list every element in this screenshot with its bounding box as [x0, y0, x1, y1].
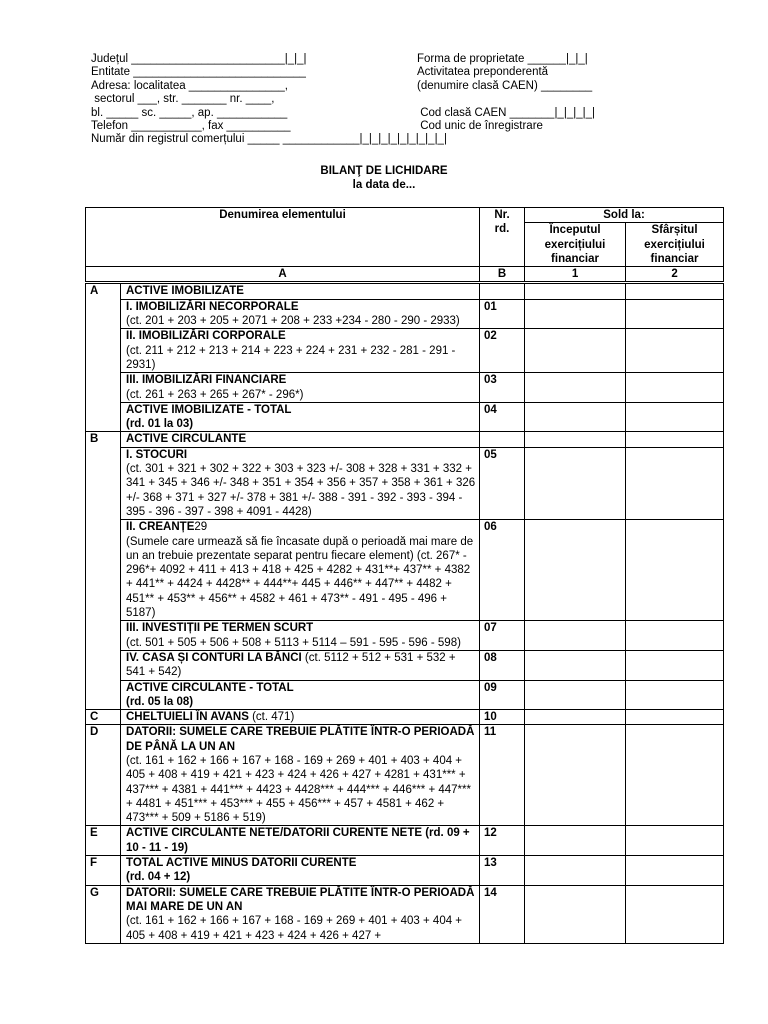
balance-cell-start[interactable] [525, 680, 626, 710]
balance-cell-end[interactable] [626, 373, 724, 403]
balance-cell-end[interactable] [626, 680, 724, 710]
element-description [121, 447, 480, 519]
balance-cell-end[interactable] [626, 447, 724, 519]
section-letter: B [86, 432, 121, 710]
element-title: DATORII: SUMELE CARE TREBUIE PLĂTITE ÎNTR-O PERIOADĂ DE PÂNĂ LA UN AN [126, 726, 475, 753]
table-body [86, 283, 724, 943]
element-description [121, 283, 480, 299]
element-title: ACTIVE IMOBILIZATE [126, 285, 244, 298]
row-number: 13 [480, 856, 525, 886]
table-row [86, 650, 724, 680]
title-line: BILANŢ DE LICHIDARE [320, 165, 448, 177]
header-field-ownership: Forma de proprietate ______|_|_| [417, 53, 588, 65]
element-accounts: (ct. 211 + 212 + 213 + 214 + 223 + 224 + 231 + 232 - 281 - 291 - 2931) [126, 344, 456, 371]
header-field-phone: Telefon ___________, fax __________ [91, 119, 291, 132]
col-header-row-number: Nr. rd. [480, 208, 525, 267]
header-field-caen-name: (denumire clasă CAEN) ________ [417, 79, 593, 92]
element-title: II. IMOBILIZĂRI CORPORALE [126, 330, 286, 343]
header-row [91, 80, 691, 93]
element-title: ACTIVE IMOBILIZATE - TOTAL [126, 403, 292, 416]
balance-cell-end[interactable] [626, 826, 724, 856]
table-row [86, 621, 724, 651]
row-number [480, 432, 525, 447]
balance-cell-start[interactable] [525, 650, 626, 680]
row-number [480, 283, 525, 299]
balance-cell-start[interactable] [525, 710, 626, 725]
element-title: TOTAL ACTIVE MINUS DATORII CURENTE [126, 857, 357, 870]
balance-cell-start[interactable] [525, 447, 626, 519]
element-accounts: (ct. 161 + 162 + 166 + 167 + 168 - 169 + 269 + 401 + 403 + 404 + 405 + 408 + 419 + 421 + 423 + 424 + 426 + 427 + [126, 915, 463, 942]
element-accounts: (rd. 01 la 03) [126, 418, 194, 431]
table-row [86, 447, 724, 519]
element-accounts: (ct. 161 + 162 + 166 + 167 + 168 - 169 + 269 + 401 + 403 + 404 + 405 + 408 + 419 + 421 + 423 + 424 + 426 + 427 + 4281 + 431*** + 437*** + 4381 + 441*** + 4423 + 4428*** + 444*** + 446*** + 447*** + 4481 + 451*** + 453*** + 455 + 456*** + 457 + 4581 + 462 + 473*** + 509 + 5186 + 519) [126, 754, 471, 825]
index-row [86, 267, 724, 283]
element-title: IV. CASA ȘI CONTURI LA BĂNCI [126, 651, 302, 664]
table-row [86, 402, 724, 432]
balance-cell-end[interactable] [626, 520, 724, 621]
table-row [86, 885, 724, 943]
table-row [86, 329, 724, 373]
element-accounts: (ct. 501 + 505 + 506 + 508 + 5113 + 5114 – 591 - 595 - 596 - 598) [126, 636, 461, 649]
section-letter: C [86, 710, 121, 725]
table-row [86, 373, 724, 403]
element-title: ACTIVE CIRCULANTE - TOTAL [126, 681, 294, 694]
element-accounts: (rd. 05 la 08) [126, 695, 194, 708]
table-row [86, 725, 724, 826]
index-cell: A [86, 267, 480, 283]
element-description [121, 621, 480, 651]
element-description [121, 826, 480, 856]
element-title: CHELTUIELI ÎN AVANS [126, 711, 249, 724]
element-description [121, 520, 480, 621]
balance-cell-start[interactable] [525, 856, 626, 886]
balance-sheet-table [85, 207, 724, 944]
table-row [86, 520, 724, 621]
element-description [121, 650, 480, 680]
balance-cell-end[interactable] [626, 650, 724, 680]
element-accounts: (ct. 471) [248, 711, 295, 724]
header-row [91, 120, 691, 133]
table-header-row [86, 208, 724, 223]
balance-cell-start[interactable] [525, 432, 626, 447]
section-letter: D [86, 725, 121, 826]
row-number: 01 [480, 299, 525, 329]
balance-cell-start[interactable] [525, 373, 626, 403]
balance-cell-start[interactable] [525, 402, 626, 432]
element-accounts: (ct. 5112 + 512 + 531 + 532 + 541 + 542) [126, 651, 456, 679]
index-cell: 2 [626, 267, 724, 283]
balance-cell-end[interactable] [626, 283, 724, 299]
element-description [121, 373, 480, 403]
index-cell: B [480, 267, 525, 283]
balance-cell-start[interactable] [525, 725, 626, 826]
element-description [121, 299, 480, 329]
row-number: 11 [480, 725, 525, 826]
element-description [121, 725, 480, 826]
header-row [91, 107, 691, 120]
element-description [121, 402, 480, 432]
balance-cell-end[interactable] [626, 402, 724, 432]
header-field-caen-code: Cod clasă CAEN _______|_|_|_|_| [417, 106, 595, 119]
section-letter: E [86, 826, 121, 856]
subtitle-line: la data de... [352, 178, 416, 191]
section-letter: G [86, 885, 121, 943]
row-number: 04 [480, 402, 525, 432]
header-field-empty [417, 93, 691, 106]
element-title: I. IMOBILIZĂRI NECORPORALE [126, 300, 299, 313]
section-letter: A [86, 283, 121, 432]
header-field-trade-register: Număr din registrul comerțului _____ ____________|_|_|_|_|_|_|_|_|_| [91, 133, 447, 146]
element-accounts: (ct. 301 + 321 + 302 + 322 + 303 + 323 +/- 308 + 328 + 331 + 332 + 341 + 345 + 346 +/- 348 + 351 + 354 + 356 + 357 + 358 + 361 + 326 +/- 368 + 371 + 327 +/- 378 + 381 +/- 388 - 391 - 392 - 393 - 394 - 395 - 396 - 397 - 398 + 4091 - 4428) [126, 463, 476, 518]
balance-cell-end[interactable] [626, 621, 724, 651]
header-row [91, 133, 691, 146]
balance-cell-start[interactable] [525, 885, 626, 943]
section-letter: F [86, 856, 121, 886]
balance-cell-end[interactable] [626, 885, 724, 943]
table-row [86, 432, 724, 447]
element-title: III. IMOBILIZĂRI FINANCIARE [126, 374, 287, 387]
row-number: 03 [480, 373, 525, 403]
element-description [121, 856, 480, 886]
element-description [121, 432, 480, 447]
row-number: 10 [480, 710, 525, 725]
header-field-block: bl. _____ sc. _____, ap. ___________ [91, 106, 288, 119]
table-row [86, 710, 724, 725]
row-number: 12 [480, 826, 525, 856]
document-title [0, 165, 768, 192]
header-row [91, 93, 691, 106]
index-cell: 1 [525, 267, 626, 283]
header-field-entity: Entitate ___________________________ [91, 66, 306, 79]
element-title: II. CREANȚE [126, 521, 195, 534]
element-accounts: (ct. 201 + 203 + 205 + 2071 + 208 + 233 +234 - 280 - 290 - 2933) [126, 315, 460, 328]
header-row [91, 53, 691, 66]
element-title: ACTIVE CIRCULANTE NETE/DATORII CURENTE NETE (rd. 09 + 10 - 11 - 19) [126, 827, 470, 854]
balance-cell-end[interactable] [626, 432, 724, 447]
balance-cell-start[interactable] [525, 299, 626, 329]
balance-cell-end[interactable] [626, 856, 724, 886]
col-header-end: Sfârșitul exercițiului financiar [626, 223, 724, 267]
header-field-cui: Cod unic de înregistrare [417, 119, 543, 132]
row-number: 06 [480, 520, 525, 621]
row-number: 09 [480, 680, 525, 710]
table-row [86, 826, 724, 856]
header-field-county: Județul ________________________|_|_| [91, 53, 307, 65]
table-row [86, 856, 724, 886]
header-field-address: Adresa: localitatea _______________, [91, 79, 288, 92]
balance-cell-start[interactable] [525, 621, 626, 651]
table-row [86, 680, 724, 710]
table-row [86, 283, 724, 299]
element-title: DATORII: SUMELE CARE TREBUIE PLĂTITE ÎNTR-O PERIOADĂ MAI MARE DE UN AN [126, 886, 475, 913]
header-field-sector: sectorul ___, str. _______ nr. ____, [91, 93, 275, 106]
balance-cell-end[interactable] [626, 299, 724, 329]
row-number: 14 [480, 885, 525, 943]
element-title-note: 29 [194, 521, 208, 534]
balance-cell-end[interactable] [626, 329, 724, 373]
row-number: 07 [480, 621, 525, 651]
element-accounts: (rd. 04 + 12) [126, 871, 191, 884]
row-number: 02 [480, 329, 525, 373]
row-number: 05 [480, 447, 525, 519]
element-description [121, 680, 480, 710]
row-number: 08 [480, 650, 525, 680]
form-header [91, 53, 691, 147]
element-description [121, 710, 480, 725]
balance-cell-end[interactable] [626, 725, 724, 826]
element-description [121, 885, 480, 943]
balance-cell-start[interactable] [525, 283, 626, 299]
element-title: III. INVESTIȚII PE TERMEN SCURT [126, 622, 314, 635]
col-header-balance: Sold la: [525, 208, 724, 223]
element-title: I. STOCURI [126, 448, 188, 461]
balance-cell-start[interactable] [525, 826, 626, 856]
element-accounts: (ct. 261 + 263 + 265 + 267* - 296*) [126, 388, 304, 401]
element-title: ACTIVE CIRCULANTE [126, 433, 247, 446]
balance-cell-start[interactable] [525, 520, 626, 621]
col-header-start: Începutul exercițiului financiar [525, 223, 626, 267]
balance-cell-end[interactable] [626, 710, 724, 725]
table-row [86, 299, 724, 329]
element-description [121, 329, 480, 373]
col-header-description: Denumirea elementului [86, 208, 480, 267]
balance-cell-start[interactable] [525, 329, 626, 373]
element-accounts: (Sumele care urmează să fie încasate după o perioadă mai mare de un an trebuie prezentate separat pentru fiecare element) (ct. 267* - 296*+ 4092 + 411 + 413 + 418 + 425 + 4282 + 431**+ 437** + 4382 + 441** + 4424 + 4428** + 444**+ 445 + 446** + 447** + 4482 + 451** + 453** + 456** + 4582 + 461 + 473** - 491 - 495 - 496 + 5187) [126, 535, 474, 620]
header-field-activity: Activitatea preponderentă [417, 66, 549, 79]
header-row [91, 66, 691, 79]
